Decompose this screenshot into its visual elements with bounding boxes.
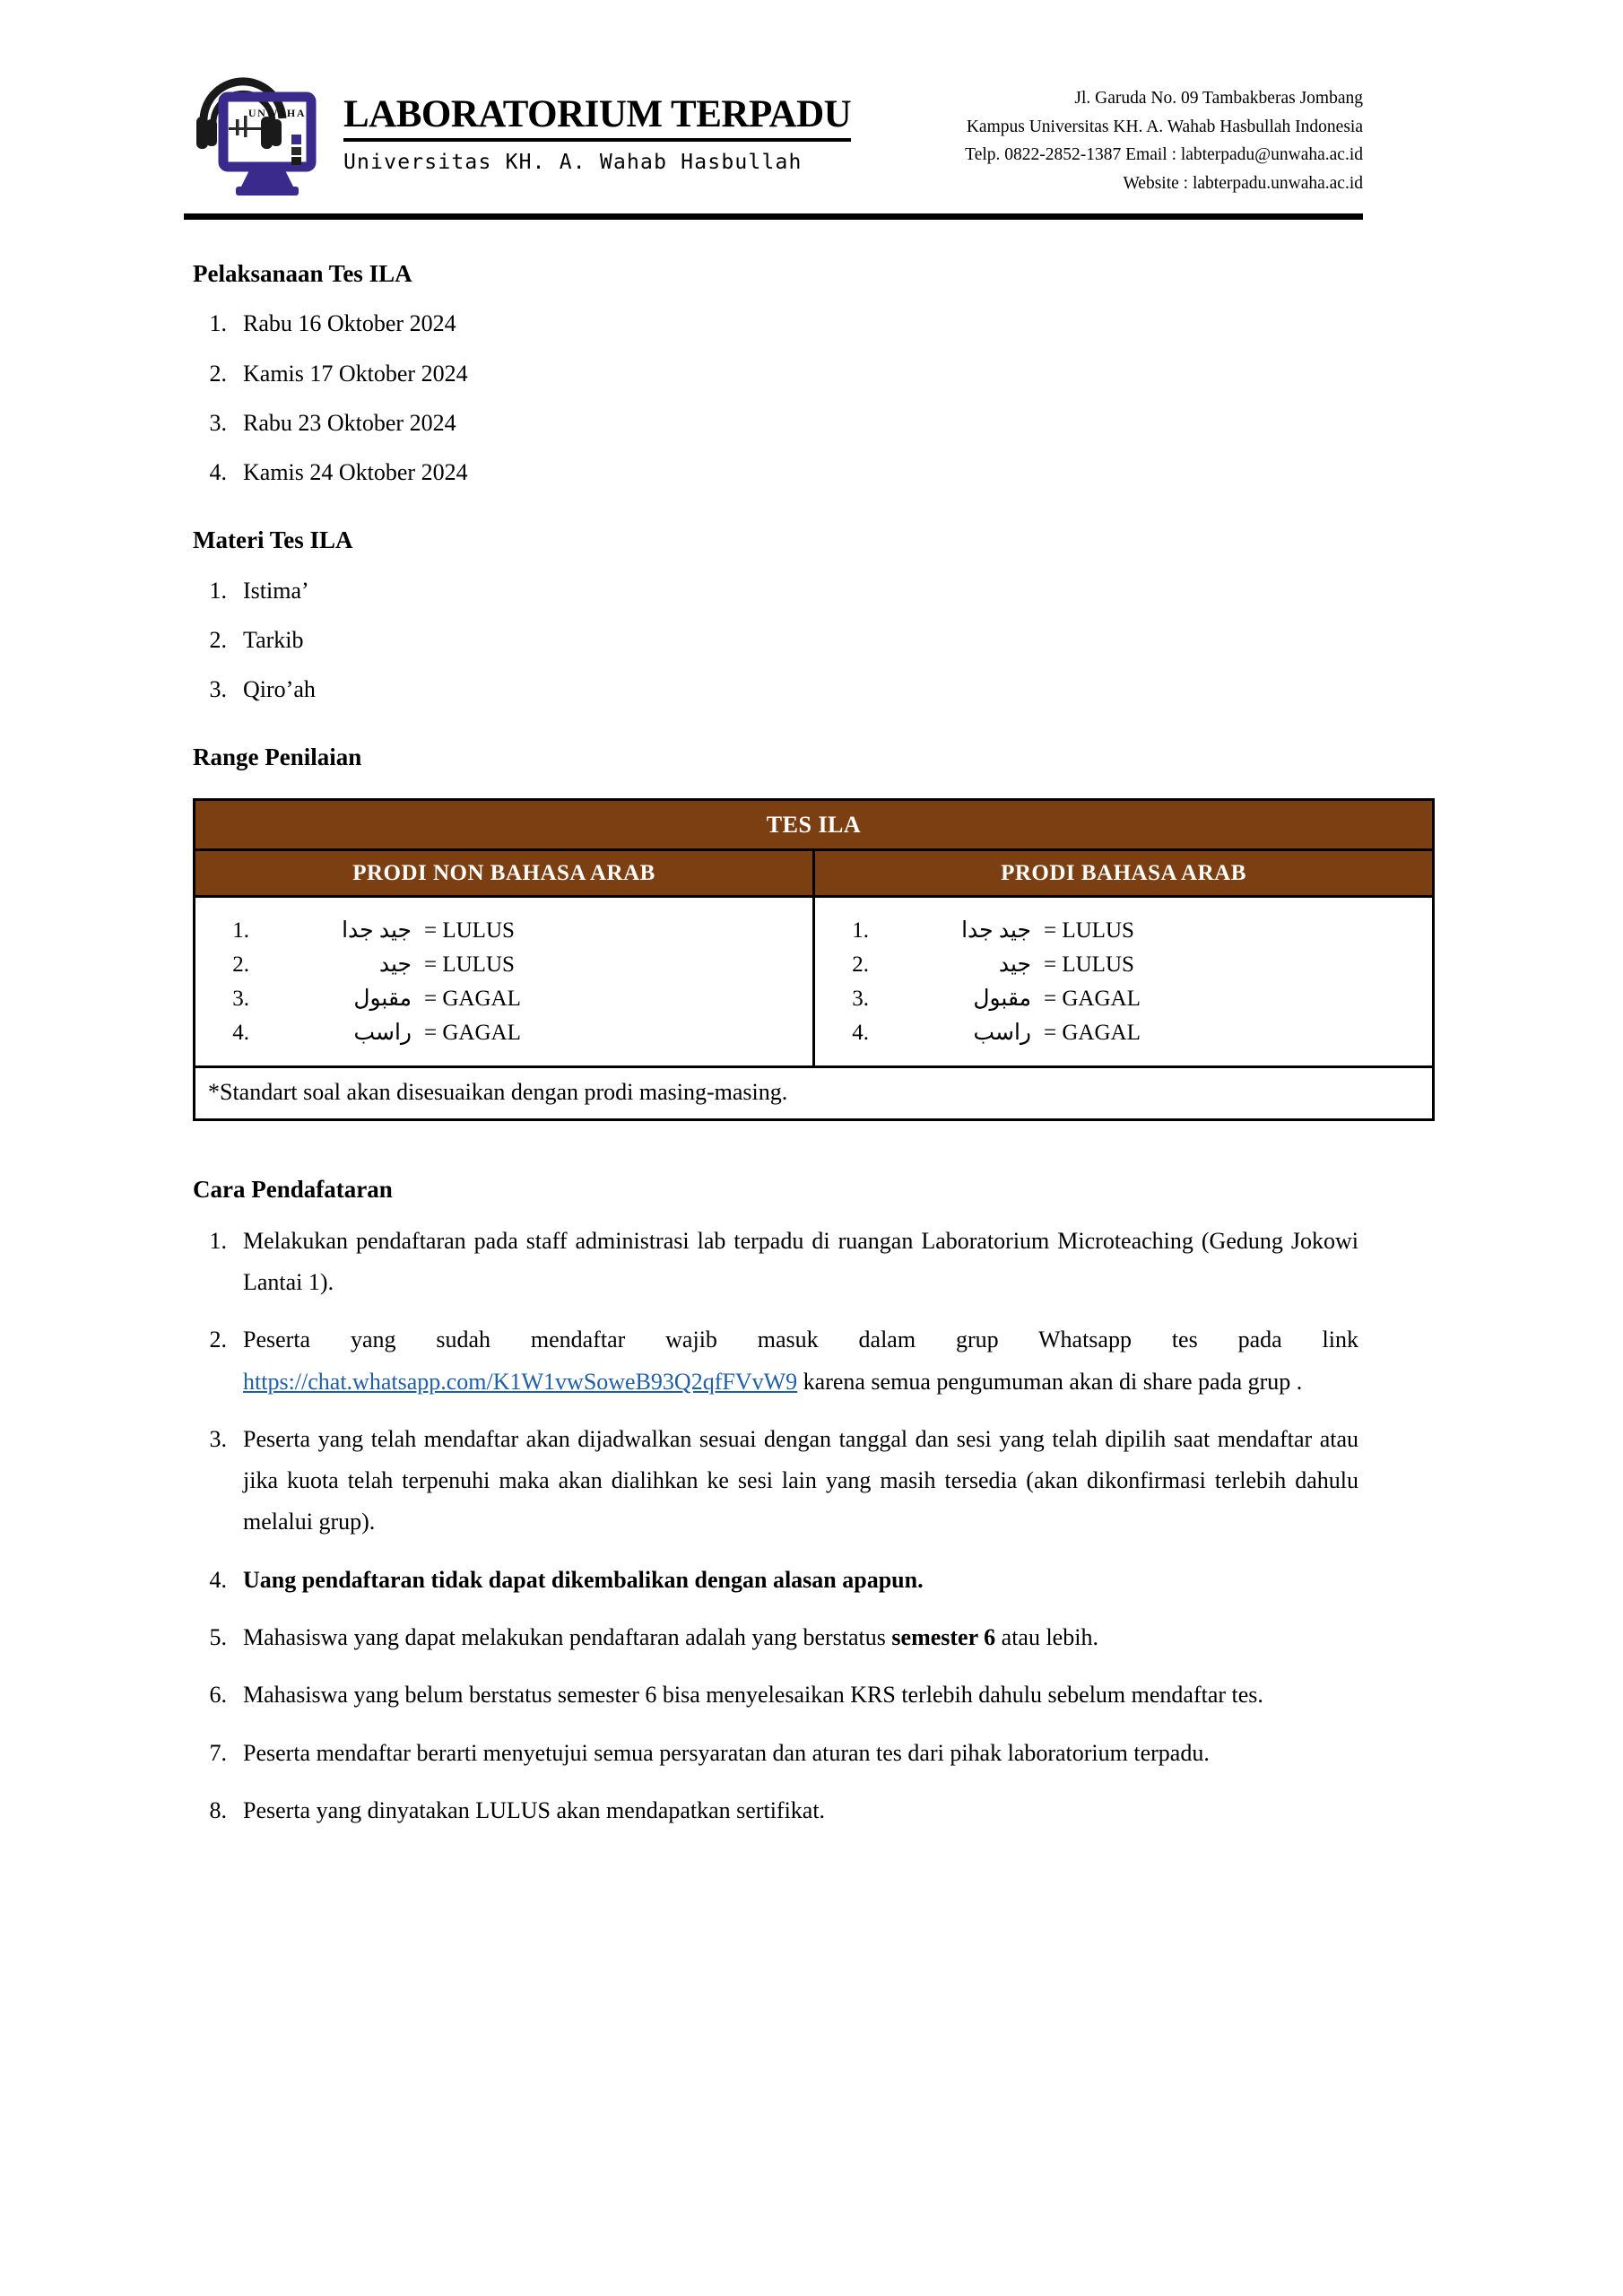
list-text: Rabu 23 Oktober 2024 [243, 409, 456, 436]
list-text: Kamis 17 Oktober 2024 [243, 360, 468, 387]
grade-arabic-label: جيد جدا [342, 918, 412, 944]
text-after-bold: atau lebih. [995, 1624, 1098, 1650]
list-number: 2. [209, 1326, 227, 1353]
list-item [193, 1674, 1358, 1716]
column-header-arabic: PRODI BAHASA ARAB [814, 850, 1434, 897]
grade-arabic-label: راسب [353, 1020, 412, 1045]
grade-result: = LULUS [424, 952, 515, 978]
grade-row [195, 918, 812, 944]
grade-result: = LULUS [1044, 918, 1134, 944]
list-text: Istima’ [243, 577, 309, 604]
grade-row [815, 987, 1432, 1013]
list-number: 3. [209, 409, 227, 436]
list-item [193, 1560, 1358, 1601]
list-item [193, 1733, 1358, 1774]
list-number: 1. [209, 1227, 227, 1254]
list-number: 6. [209, 1682, 227, 1709]
organization-subtitle: Universitas KH. A. Wahab Hasbullah [343, 151, 803, 174]
list-item [193, 1617, 1358, 1658]
list-text [243, 1617, 1358, 1658]
text-after-link: karena semua pengumuman akan di share pada grup . [797, 1368, 1303, 1395]
grade-number: 1. [232, 918, 249, 944]
list-item [193, 626, 1358, 654]
list-text: Peserta yang dinyatakan LULUS akan mendapatkan sertifikat. [243, 1796, 826, 1823]
grade-number: 4. [852, 1020, 869, 1045]
list-item [193, 675, 1358, 703]
grade-arabic-label: مقبول [973, 986, 1031, 1011]
grade-row [195, 987, 812, 1013]
brand-block [184, 65, 851, 199]
contact-campus: Kampus Universitas KH. A. Wahab Hasbullah Indonesia [966, 117, 1363, 136]
grade-row [195, 1021, 812, 1047]
section-title-range: Range Penilaian [193, 744, 362, 771]
grade-row [815, 1021, 1432, 1047]
column-header-non-arabic: PRODI NON BAHASA ARAB [195, 850, 814, 897]
list-text: Tarkib [243, 626, 304, 653]
grade-number: 1. [852, 918, 869, 944]
list-number: 1. [209, 310, 227, 337]
grade-result: = GAGAL [424, 986, 521, 1011]
contact-phone-email: Telp. 0822-2852-1387 Email : labterpadu@unwaha.ac.id [965, 145, 1363, 165]
list-number: 5. [209, 1624, 227, 1650]
grade-arabic-label: جيد جدا [961, 918, 1031, 944]
list-number: 2. [209, 360, 227, 387]
grade-number: 3. [232, 986, 249, 1011]
table-subheader-row [195, 850, 1434, 897]
document-content [0, 259, 1623, 1831]
list-item [193, 1319, 1358, 1403]
section-title-cara: Cara Pendafataran [193, 1176, 393, 1204]
list-item [193, 577, 1358, 604]
grade-result: = GAGAL [424, 1020, 521, 1045]
grades-non-arabic-cell [195, 897, 814, 1067]
table-footnote-row [195, 1067, 1434, 1120]
list-text: Melakukan pendaftaran pada staff administrasi lab terpadu di ruangan Laboratorium Microteaching (Gedung Jokowi Lantai 1). [243, 1227, 1358, 1296]
grade-arabic-label: جيد [998, 952, 1031, 978]
list-item [193, 1790, 1358, 1831]
grade-number: 3. [852, 986, 869, 1011]
materi-list [193, 577, 1358, 704]
grade-number: 2. [852, 952, 869, 978]
list-text: Mahasiswa yang belum berstatus semester 6 bisa menyelesaikan KRS terlebih dahulu sebelum mendaftar tes. [243, 1682, 1263, 1709]
grade-row [815, 918, 1432, 944]
monitor-headphones-logo-icon [184, 65, 327, 199]
range-penilaian-table [193, 798, 1435, 1121]
list-text: Peserta yang telah mendaftar akan dijadwalkan sesuai dengan tanggal dan sesi yang telah dipilih saat mendaftar atau jika kuota telah terpenuhi maka akan dialihkan ke sesi lain yang masih tersedia (akan dikonfirmasi terlebih dahulu melalui grup). [243, 1425, 1358, 1535]
section-title-materi: Materi Tes ILA [193, 526, 353, 554]
list-text: Qiro’ah [243, 675, 316, 702]
whatsapp-group-link[interactable]: https://chat.whatsapp.com/K1W1vwSoweB93Q2qfFVvW9 [243, 1368, 798, 1395]
list-item [193, 458, 1358, 486]
grade-row [815, 952, 1432, 978]
list-item [193, 309, 1358, 337]
list-number: 7. [209, 1739, 227, 1766]
table-footnote: *Standart soal akan disesuaikan dengan prodi masing-masing. [195, 1067, 1434, 1120]
contact-website: Website : labterpadu.unwaha.ac.id [1123, 173, 1363, 193]
grade-number: 4. [232, 1020, 249, 1045]
list-number: 2. [209, 626, 227, 653]
list-item [193, 360, 1358, 387]
list-text: Rabu 16 Oktober 2024 [243, 310, 456, 337]
cara-pendaftaran-list [193, 1221, 1358, 1831]
range-table-wrapper [193, 798, 1358, 1121]
table-main-header: TES ILA [195, 800, 1434, 850]
text-before-link: Peserta yang sudah mendaftar wajib masuk dalam grup Whatsapp tes pada link [243, 1326, 1358, 1353]
grade-result: = LULUS [1044, 952, 1134, 978]
brand-text [343, 90, 851, 174]
table-header-row [195, 800, 1434, 850]
text-before-bold: Mahasiswa yang dapat melakukan pendaftaran adalah yang berstatus [243, 1624, 892, 1650]
list-number: 3. [209, 675, 227, 702]
grade-row [195, 952, 812, 978]
grade-result: = GAGAL [1044, 986, 1141, 1011]
semester-requirement: semester 6 [891, 1624, 996, 1650]
grades-arabic-cell [814, 897, 1434, 1067]
header-divider [184, 213, 1363, 220]
letterhead [0, 0, 1623, 199]
list-number: 1. [209, 577, 227, 604]
list-item [193, 1221, 1358, 1304]
logo-badge-text: UNWAHA [247, 107, 307, 119]
grade-result: = LULUS [424, 918, 515, 944]
list-number: 4. [209, 458, 227, 485]
list-item [193, 1419, 1358, 1544]
contact-address: Jl. Garuda No. 09 Tambakberas Jombang [1074, 89, 1363, 108]
grade-arabic-label: مقبول [353, 986, 412, 1011]
grade-number: 2. [232, 952, 249, 978]
grade-arabic-label: جيد [378, 952, 412, 978]
pelaksanaan-list [193, 309, 1358, 486]
list-text: Peserta mendaftar berarti menyetujui semua persyaratan dan aturan tes dari pihak laboratorium terpadu. [243, 1739, 1210, 1766]
list-text: Kamis 24 Oktober 2024 [243, 458, 468, 485]
grade-result: = GAGAL [1044, 1020, 1141, 1045]
list-text [243, 1319, 1358, 1403]
list-number: 8. [209, 1796, 227, 1823]
organization-title: LABORATORIUM TERPADU [343, 95, 851, 142]
contact-info [965, 65, 1363, 197]
grade-arabic-label: راسب [973, 1020, 1031, 1045]
section-title-pelaksanaan: Pelaksanaan Tes ILA [193, 260, 412, 287]
list-text: Uang pendaftaran tidak dapat dikembalikan dengan alasan apapun. [243, 1566, 924, 1593]
list-number: 3. [209, 1425, 227, 1452]
list-number: 4. [209, 1566, 227, 1593]
list-item [193, 409, 1358, 437]
table-body-row [195, 897, 1434, 1067]
